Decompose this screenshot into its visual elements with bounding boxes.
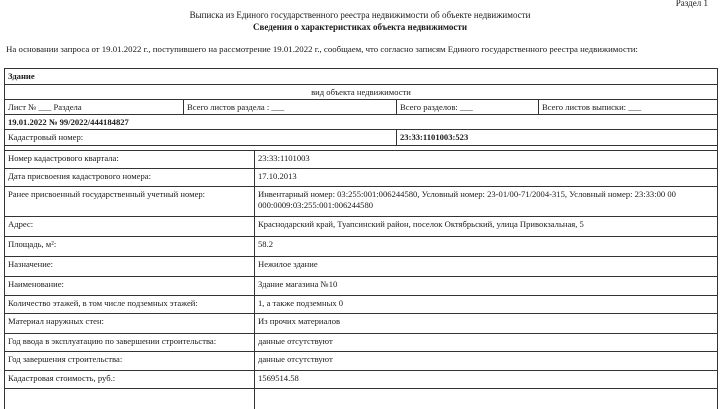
row-label: Номер кадастрового квартала: [8, 153, 119, 163]
characteristics-table [4, 68, 718, 409]
row-label: Площадь, м²: [8, 239, 57, 249]
document-subtitle: Сведения о характеристиках объекта недвижимости [252, 22, 468, 32]
row-label: Кадастровая стоимость, руб.: [8, 373, 116, 383]
sheets-in-section: Всего листов раздела : ___ [183, 100, 396, 114]
table-row [5, 237, 717, 257]
table-row [5, 352, 717, 371]
table-row [5, 296, 717, 314]
row-label: Год ввода в эксплуатацию по завершении строительства: [8, 336, 217, 346]
intro-text: На основании запроса от 19.01.2022 г., поступившего на рассмотрение 19.01.2022 г., сообщаем, что согласно записям Единого государственного реестра недвижимости: [6, 44, 638, 54]
table-row-partial [5, 389, 717, 409]
table-row [5, 169, 717, 187]
row-value: Краснодарский край, Туапсинский район, поселок Октябрьский, улица Привокзальная, 5 [254, 217, 717, 236]
row-label: Количество этажей, в том числе подземных этажей: [8, 298, 198, 308]
date-number: 19.01.2022 № 99/2022/444184827 [8, 117, 129, 127]
date-number-row [5, 115, 717, 130]
row-value: 1, а также подземных 0 [254, 296, 717, 313]
row-value: 17.10.2013 [254, 169, 717, 186]
row-value: 1569514.58 [254, 371, 717, 388]
document-title: Выписка из Единого государственного реестра недвижимости об объекте недвижимости [189, 10, 531, 20]
row-value: 58.2 [254, 237, 717, 256]
row-label-empty [5, 389, 254, 409]
table-row [5, 217, 717, 237]
sheet-info-row [5, 100, 717, 115]
row-label: Ранее присвоенный государственный учетный номер: [8, 189, 206, 199]
row-label: Дата присвоения кадастрового номера: [8, 171, 151, 181]
total-sheets: Всего листов выписки: ___ [538, 100, 717, 114]
row-label: Наименование: [8, 279, 64, 289]
table-row [5, 257, 717, 277]
row-label: Адрес: [8, 219, 34, 229]
cadastral-number-value: 23:33:1101003:523 [396, 130, 717, 145]
sheet-number: Лист № ___ Раздела [8, 102, 82, 112]
object-kind-value: Здание [8, 71, 35, 81]
row-value: Нежилое здание [254, 257, 717, 276]
row-value: данные отсутствуют [254, 334, 717, 351]
table-row [5, 150, 717, 169]
total-sections: Всего разделов: ___ [396, 100, 538, 114]
row-value: Из прочих материалов [254, 314, 717, 333]
row-value: данные отсутствуют [254, 352, 717, 370]
section-label: Раздел 1 [675, 0, 708, 8]
row-value-empty [254, 389, 717, 409]
table-row [5, 334, 717, 352]
row-label: Год завершения строительства: [8, 354, 123, 364]
row-value: 23:33:1101003 [254, 151, 717, 168]
table-row [5, 371, 717, 389]
row-label: Материал наружных стен: [8, 316, 104, 326]
row-label: Назначение: [8, 259, 54, 269]
table-row [5, 314, 717, 334]
object-kind-row [5, 69, 717, 85]
object-kind-caption: вид объекта недвижимости [311, 87, 411, 97]
table-row [5, 187, 717, 217]
cadastral-number-row [5, 130, 717, 146]
table-row [5, 277, 717, 296]
row-value: Здание магазина №10 [254, 277, 717, 295]
cadastral-number-label: Кадастровый номер: [8, 132, 84, 142]
row-value: Инвентарный номер: 03:255:001:006244580, Условный номер: 23-01/00-71/2004-315, Условный номер: 23:33:00 00 000:0009:03:255:001:006244580 [254, 187, 717, 216]
object-kind-caption-row [5, 85, 717, 100]
